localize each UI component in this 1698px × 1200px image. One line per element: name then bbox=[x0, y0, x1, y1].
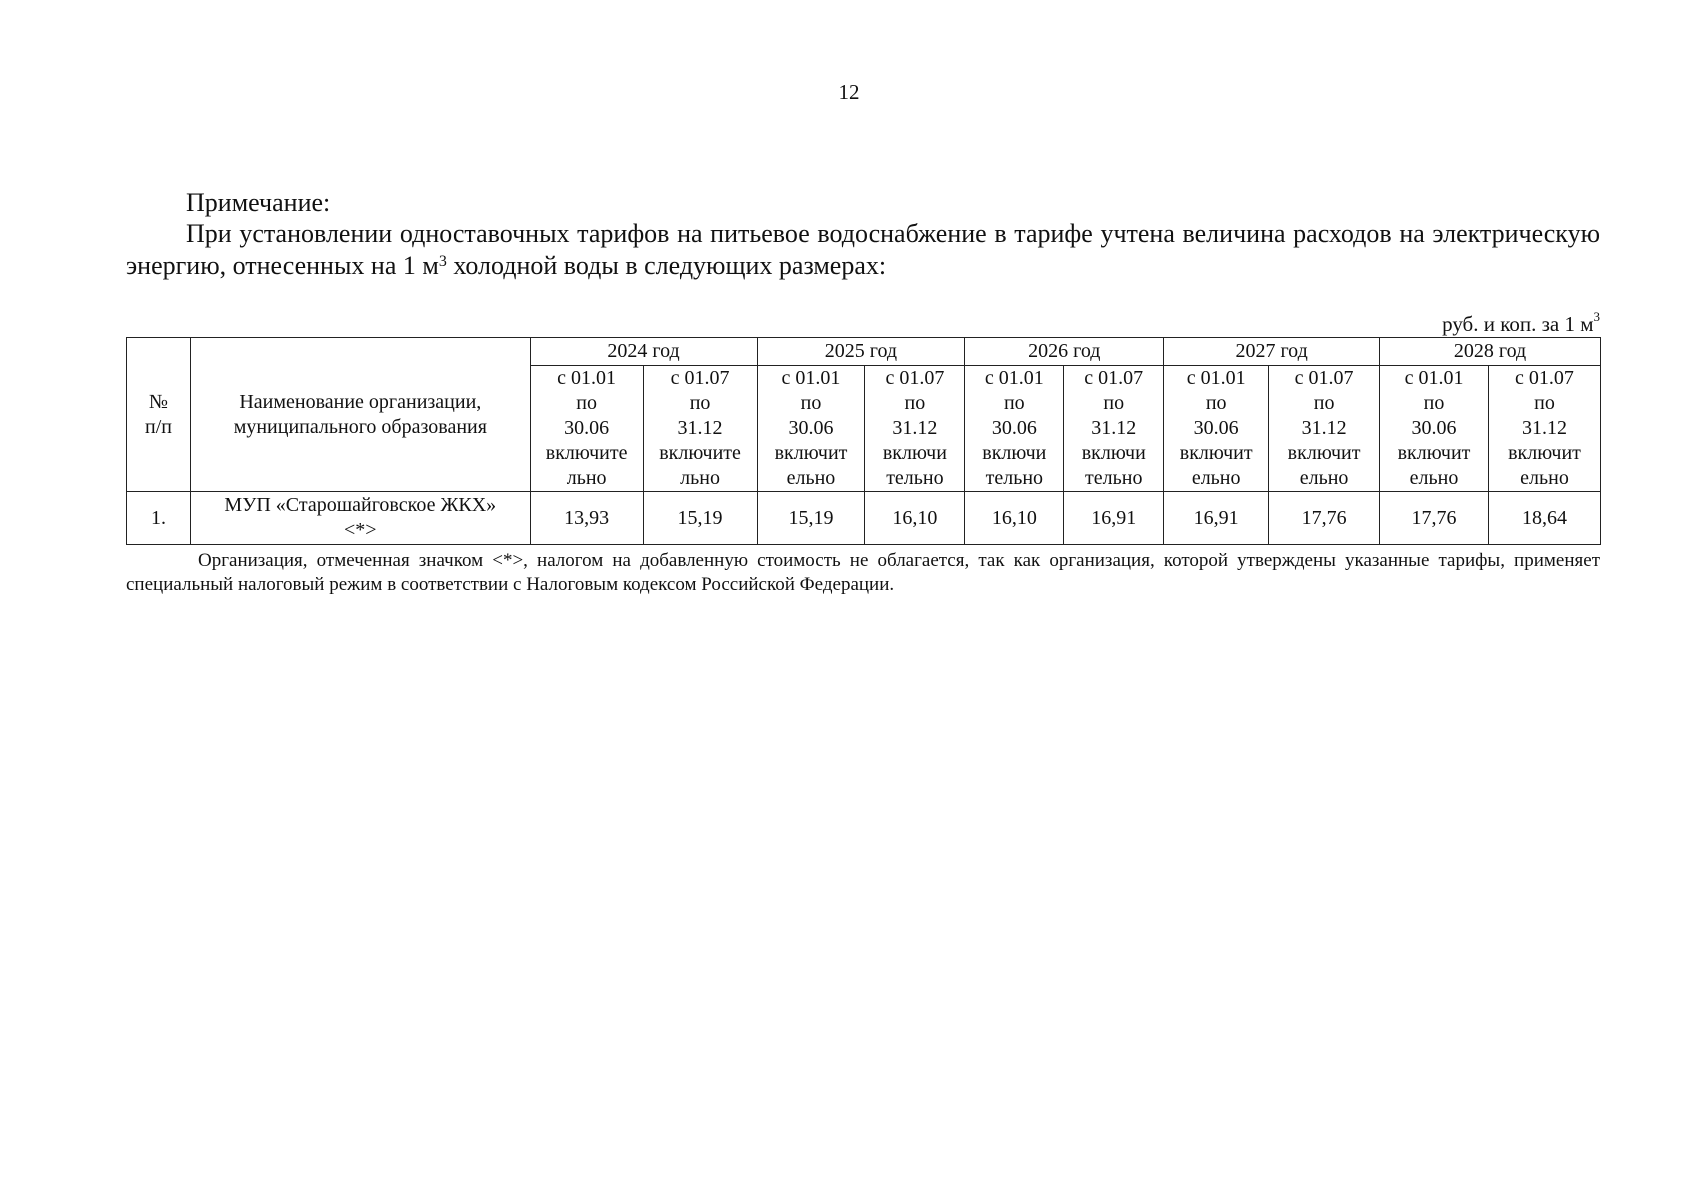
tariff-value: 15,19 bbox=[643, 492, 757, 545]
period-header bbox=[1269, 366, 1380, 492]
note-text-before: При установлении одноставочных тарифов на питьевое водоснабжение в тарифе учтена величина расходов на электрическую энергию, отнесенных на 1 м bbox=[126, 219, 1600, 280]
tariff-value: 17,76 bbox=[1269, 492, 1380, 545]
period-line: по bbox=[1103, 392, 1125, 414]
period-line: льно bbox=[566, 467, 607, 489]
period-line: по bbox=[689, 392, 711, 414]
period-header bbox=[530, 366, 643, 492]
period-line: 31.12 bbox=[1091, 417, 1137, 439]
period-header bbox=[1064, 366, 1164, 492]
period-line: по bbox=[1205, 392, 1227, 414]
units-superscript: 3 bbox=[1593, 309, 1600, 324]
period-line: 31.12 bbox=[1301, 417, 1347, 439]
tariff-value: 16,91 bbox=[1164, 492, 1269, 545]
period-line: ельно bbox=[1409, 467, 1459, 489]
period-line: с 01.07 bbox=[670, 367, 730, 389]
period-line: включи bbox=[982, 442, 1047, 464]
tariff-value: 16,91 bbox=[1064, 492, 1164, 545]
period-header bbox=[757, 366, 865, 492]
period-line: 30.06 bbox=[564, 417, 610, 439]
year-header: 2024 год bbox=[530, 338, 757, 366]
period-line: с 01.01 bbox=[1186, 367, 1246, 389]
note-text-after: холодной воды в следующих размерах: bbox=[446, 251, 887, 280]
period-line: по bbox=[1313, 392, 1335, 414]
period-line: 31.12 bbox=[677, 417, 723, 439]
period-line: включи bbox=[1081, 442, 1146, 464]
period-line: ельно bbox=[1299, 467, 1349, 489]
units-text: руб. и коп. за 1 м bbox=[1442, 312, 1594, 336]
table-body bbox=[127, 492, 1601, 545]
period-header bbox=[1380, 366, 1489, 492]
period-header bbox=[965, 366, 1064, 492]
year-header: 2025 год bbox=[757, 338, 965, 366]
col-number-header: № п/п bbox=[127, 338, 191, 492]
table-row bbox=[127, 492, 1601, 545]
period-line: 30.06 bbox=[991, 417, 1037, 439]
col-name-header: Наименование организации, муниципального образования bbox=[190, 338, 530, 492]
period-header bbox=[1164, 366, 1269, 492]
tariff-value: 17,76 bbox=[1380, 492, 1489, 545]
year-header-row bbox=[127, 338, 1601, 366]
period-line: с 01.01 bbox=[984, 367, 1044, 389]
period-line: тельно bbox=[1085, 467, 1143, 489]
note-superscript: 3 bbox=[438, 253, 447, 270]
period-line: 30.06 bbox=[1411, 417, 1457, 439]
note-text bbox=[126, 218, 1600, 282]
period-line: с 01.07 bbox=[1294, 367, 1354, 389]
period-line: по bbox=[576, 392, 597, 414]
period-line: 30.06 bbox=[788, 417, 834, 439]
period-line: включит bbox=[1287, 442, 1361, 464]
period-line: 31.12 bbox=[892, 417, 938, 439]
period-line: с 01.07 bbox=[1515, 367, 1574, 389]
period-line: по bbox=[1423, 392, 1445, 414]
period-line: включит bbox=[1508, 442, 1581, 464]
period-line: включит bbox=[774, 442, 848, 464]
footnote: Организация, отмеченная значком <*>, налогом на добавленную стоимость не облагается, так как организация, которой утверждены указанные тарифы, применяет специальный налоговый режим в соответствии с Налоговым кодексом Российской Федерации. bbox=[126, 550, 1600, 595]
period-header bbox=[1488, 366, 1600, 492]
period-line: с 01.07 bbox=[885, 367, 945, 389]
year-header: 2026 год bbox=[965, 338, 1164, 366]
period-line: ельно bbox=[1520, 467, 1569, 489]
period-line: с 01.01 bbox=[781, 367, 841, 389]
period-line: ельно bbox=[1191, 467, 1241, 489]
period-line: с 01.01 bbox=[557, 367, 617, 389]
organization-name-line: МУП «Старошайговское ЖКХ» bbox=[224, 494, 497, 516]
period-line: тельно bbox=[985, 467, 1044, 489]
tariff-table bbox=[126, 337, 1601, 545]
page-number: 12 bbox=[838, 80, 860, 104]
organization-name-line: <*> bbox=[344, 519, 377, 541]
organization-name bbox=[190, 492, 530, 545]
period-line: 31.12 bbox=[1521, 417, 1567, 439]
units-label bbox=[1442, 309, 1600, 337]
year-header: 2028 год bbox=[1380, 338, 1601, 366]
period-line: ельно bbox=[786, 467, 836, 489]
period-line: с 01.07 bbox=[1084, 367, 1144, 389]
period-line: льно bbox=[680, 467, 720, 489]
tariff-value: 15,19 bbox=[757, 492, 865, 545]
row-number: 1. bbox=[127, 492, 191, 545]
period-header bbox=[643, 366, 757, 492]
period-line: с 01.01 bbox=[1404, 367, 1464, 389]
period-line: 30.06 bbox=[1193, 417, 1239, 439]
period-line: по bbox=[1534, 392, 1555, 414]
period-line: включите bbox=[659, 442, 741, 464]
tariff-value: 16,10 bbox=[965, 492, 1064, 545]
year-header: 2027 год bbox=[1164, 338, 1380, 366]
tariff-value: 16,10 bbox=[865, 492, 965, 545]
period-line: по bbox=[904, 392, 926, 414]
period-line: включите bbox=[545, 442, 628, 464]
tariff-value: 13,93 bbox=[530, 492, 643, 545]
tariff-value: 18,64 bbox=[1488, 492, 1600, 545]
period-line: по bbox=[800, 392, 822, 414]
period-line: включи bbox=[882, 442, 947, 464]
period-line: включит bbox=[1179, 442, 1253, 464]
period-header bbox=[865, 366, 965, 492]
note-label: Примечание: bbox=[186, 188, 331, 217]
period-line: включит bbox=[1397, 442, 1471, 464]
period-line: по bbox=[1003, 392, 1025, 414]
period-line: тельно bbox=[886, 467, 944, 489]
